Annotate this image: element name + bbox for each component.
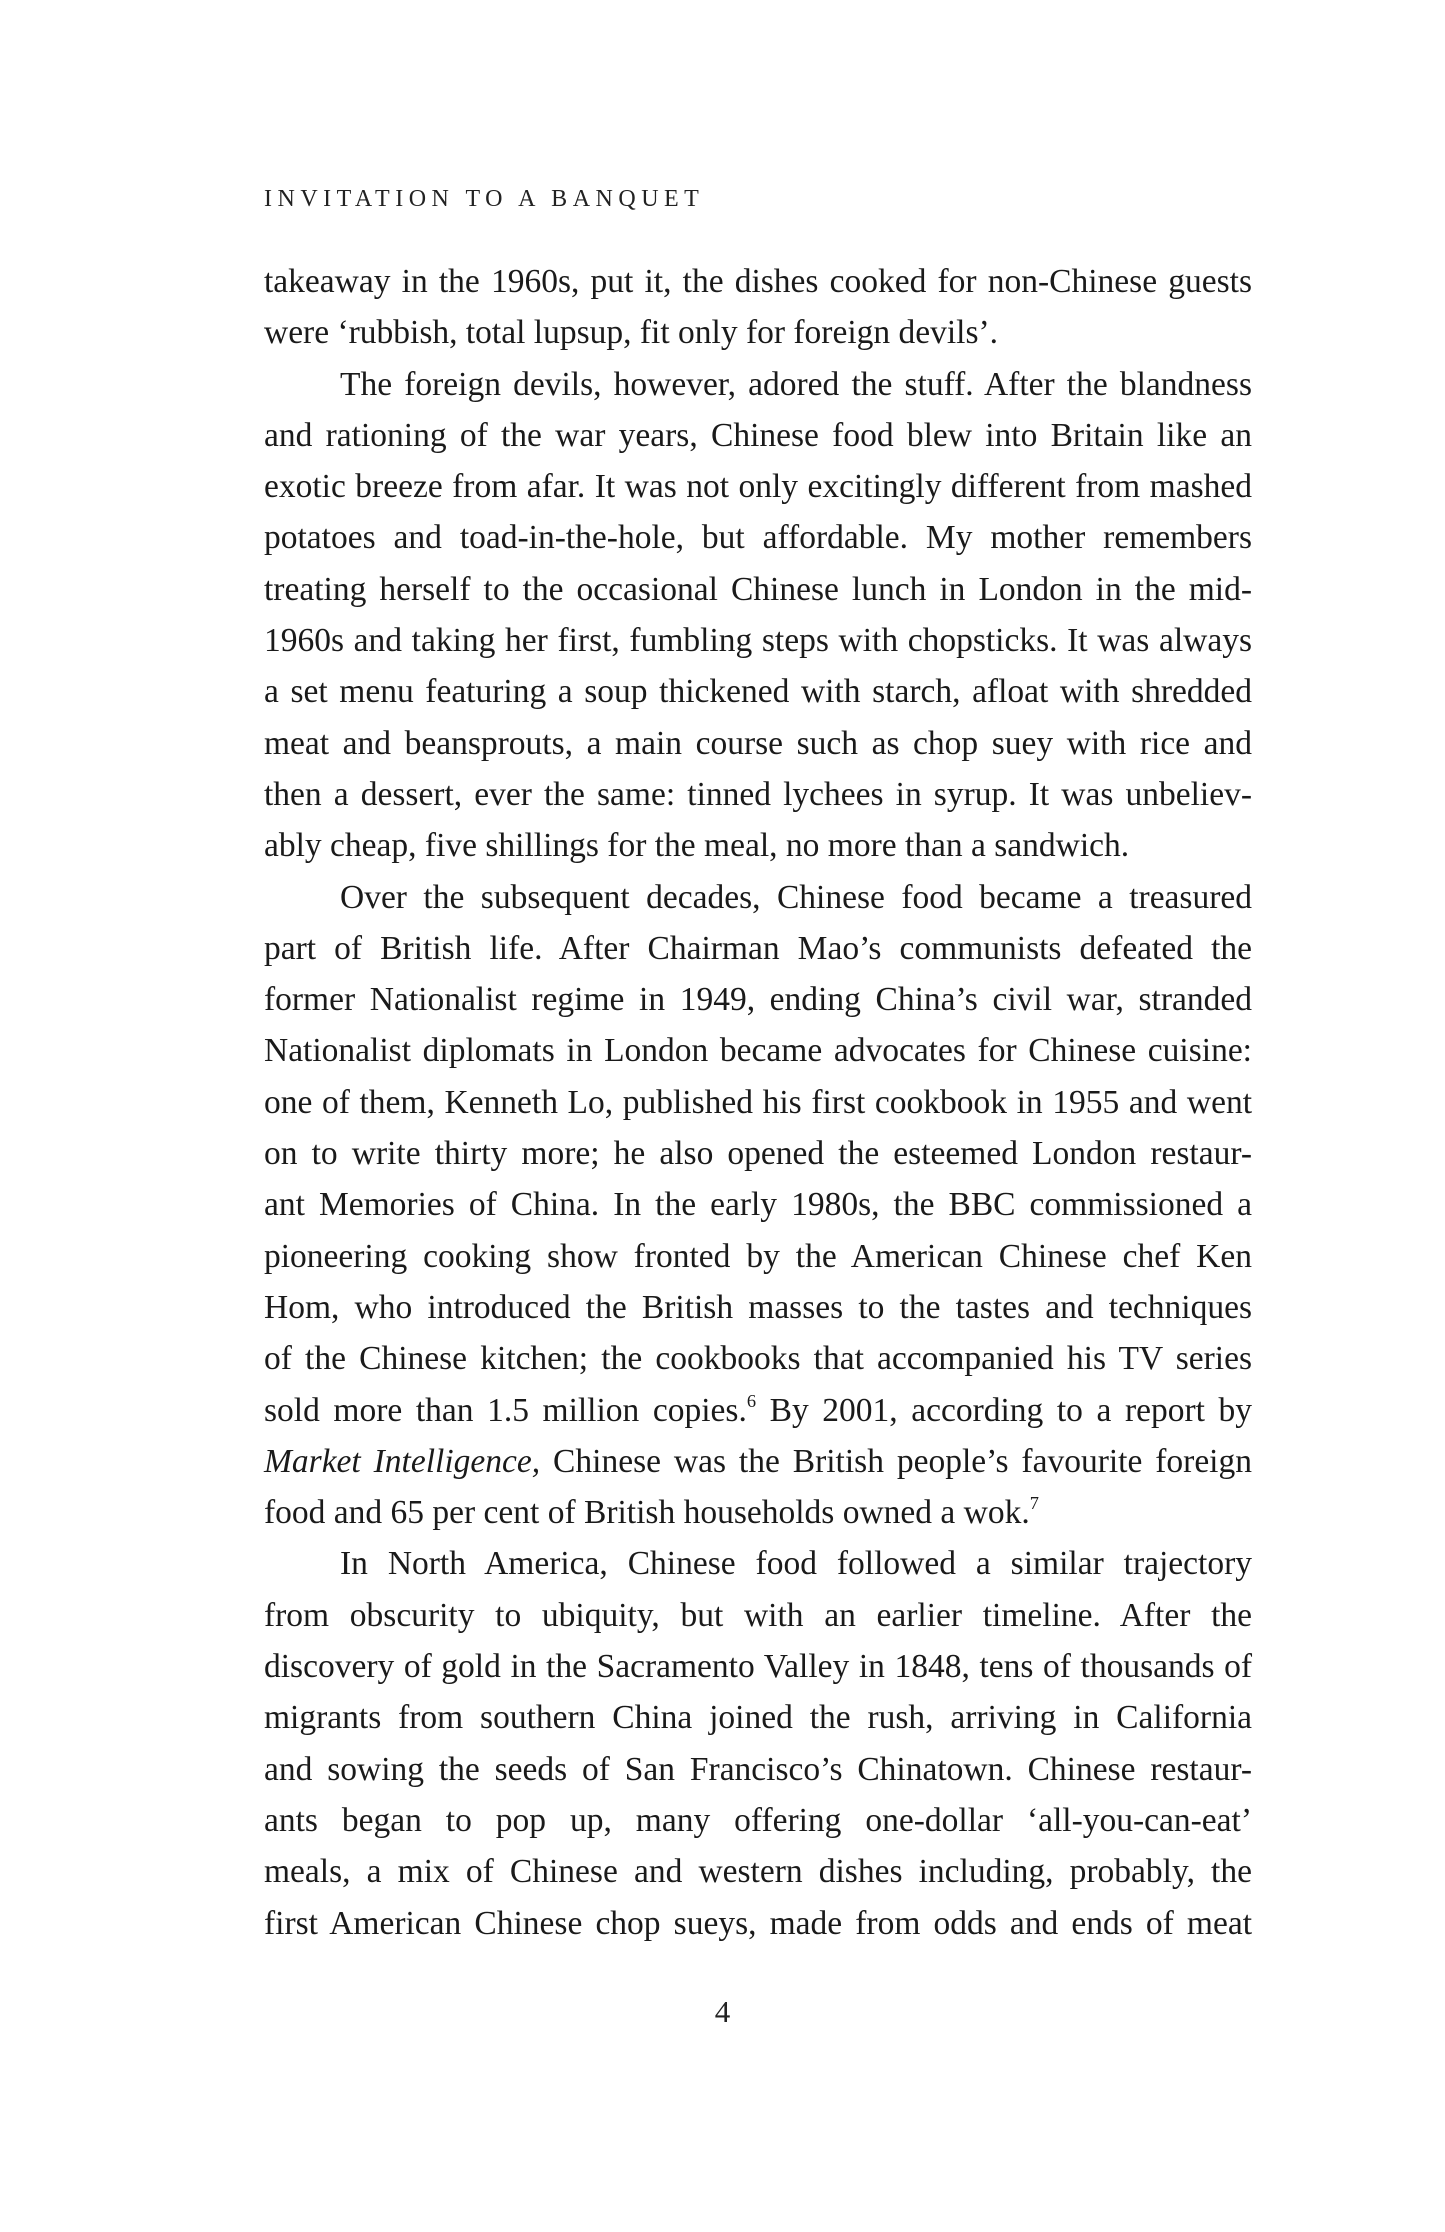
text-line: migrants from southern China joined the rush, arriving in California bbox=[264, 1699, 1252, 1737]
text-line: one of them, Kenneth Lo, published his first cookbook in 1955 and went bbox=[264, 1083, 1252, 1121]
text-line: part of British life. After Chairman Mao’s communists defeated the bbox=[264, 929, 1252, 967]
running-head: INVITATION TO A BANQUET bbox=[264, 186, 705, 212]
text-line: meals, a mix of Chinese and western dishes including, probably, the bbox=[264, 1853, 1252, 1891]
italic-title: Market Intelligence, bbox=[264, 1442, 541, 1480]
text-line: were ‘rubbish, total lupsup, fit only for foreign devils’. bbox=[264, 314, 999, 352]
text-line: former Nationalist regime in 1949, ending China’s civil war, stranded bbox=[264, 981, 1252, 1019]
text-line: and rationing of the war years, Chinese food blew into Britain like an bbox=[264, 416, 1252, 454]
text-line: ant Memories of China. In the early 1980s, the BBC commissioned a bbox=[264, 1186, 1252, 1224]
text-line: Hom, who introduced the British masses to the tastes and techniques bbox=[264, 1288, 1252, 1326]
text-line: exotic breeze from afar. It was not only excitingly different from mashed bbox=[264, 468, 1252, 506]
text-line: pioneering cooking show fronted by the American Chinese chef Ken bbox=[264, 1237, 1252, 1275]
text-run: Chinese was the British people’s favourite foreign bbox=[540, 1442, 1252, 1480]
text-line: treating herself to the occasional Chinese lunch in London in the mid- bbox=[264, 570, 1252, 608]
text-line: potatoes and toad-in-the-hole, but affordable. My mother remembers bbox=[264, 519, 1252, 557]
text-line: a set menu featuring a soup thickened with starch, afloat with shredded bbox=[264, 673, 1252, 711]
text-run: food and 65 per cent of British households owned a wok. bbox=[264, 1494, 1030, 1532]
text-line: then a dessert, ever the same: tinned lychees in syrup. It was unbeliev- bbox=[264, 775, 1252, 813]
text-line bbox=[264, 1487, 1252, 1538]
paragraph bbox=[264, 256, 1252, 359]
text-line: The foreign devils, however, adored the stuff. After the blandness bbox=[340, 365, 1252, 403]
paragraph bbox=[264, 1538, 1252, 1948]
text-line bbox=[264, 1385, 1252, 1436]
text-line: takeaway in the 1960s, put it, the dishes cooked for non-Chinese guests bbox=[264, 263, 1252, 300]
text-run: By 2001, according to a report by bbox=[756, 1391, 1253, 1429]
text-line: of the Chinese kitchen; the cookbooks that accompanied his TV series bbox=[264, 1340, 1252, 1378]
text-line: discovery of gold in the Sacramento Valley in 1848, tens of thousands of bbox=[264, 1648, 1252, 1686]
text-line: and sowing the seeds of San Francisco’s Chinatown. Chinese restaur- bbox=[264, 1750, 1252, 1788]
paragraph bbox=[264, 359, 1252, 872]
text-run: sold more than 1.5 million copies. bbox=[264, 1391, 747, 1429]
footnote-marker: 7 bbox=[1029, 1493, 1039, 1514]
text-line: Nationalist diplomats in London became advocates for Chinese cuisine: bbox=[264, 1032, 1252, 1070]
text-line: from obscurity to ubiquity, but with an earlier timeline. After the bbox=[264, 1596, 1252, 1634]
text-line: on to write thirty more; he also opened the esteemed London restaur- bbox=[264, 1135, 1252, 1173]
text-line: Over the subsequent decades, Chinese food became a treasured bbox=[340, 878, 1252, 916]
text-line: In North America, Chinese food followed a similar trajectory bbox=[340, 1545, 1252, 1583]
text-line bbox=[264, 1436, 1252, 1487]
page-number: 4 bbox=[714, 1994, 731, 2029]
footnote-marker: 6 bbox=[746, 1390, 757, 1411]
body-text bbox=[264, 256, 1252, 1949]
text-line: ants began to pop up, many offering one-dollar ‘all-you-can-eat’ bbox=[264, 1801, 1252, 1839]
text-line: meat and beansprouts, a main course such as chop suey with rice and bbox=[264, 724, 1252, 762]
text-line: first American Chinese chop sueys, made from odds and ends of meat bbox=[264, 1904, 1252, 1942]
paragraph bbox=[264, 872, 1252, 1539]
text-line: 1960s and taking her first, fumbling steps with chopsticks. It was always bbox=[264, 622, 1252, 660]
text-line: ably cheap, five shillings for the meal, no more than a sandwich. bbox=[264, 827, 1130, 865]
